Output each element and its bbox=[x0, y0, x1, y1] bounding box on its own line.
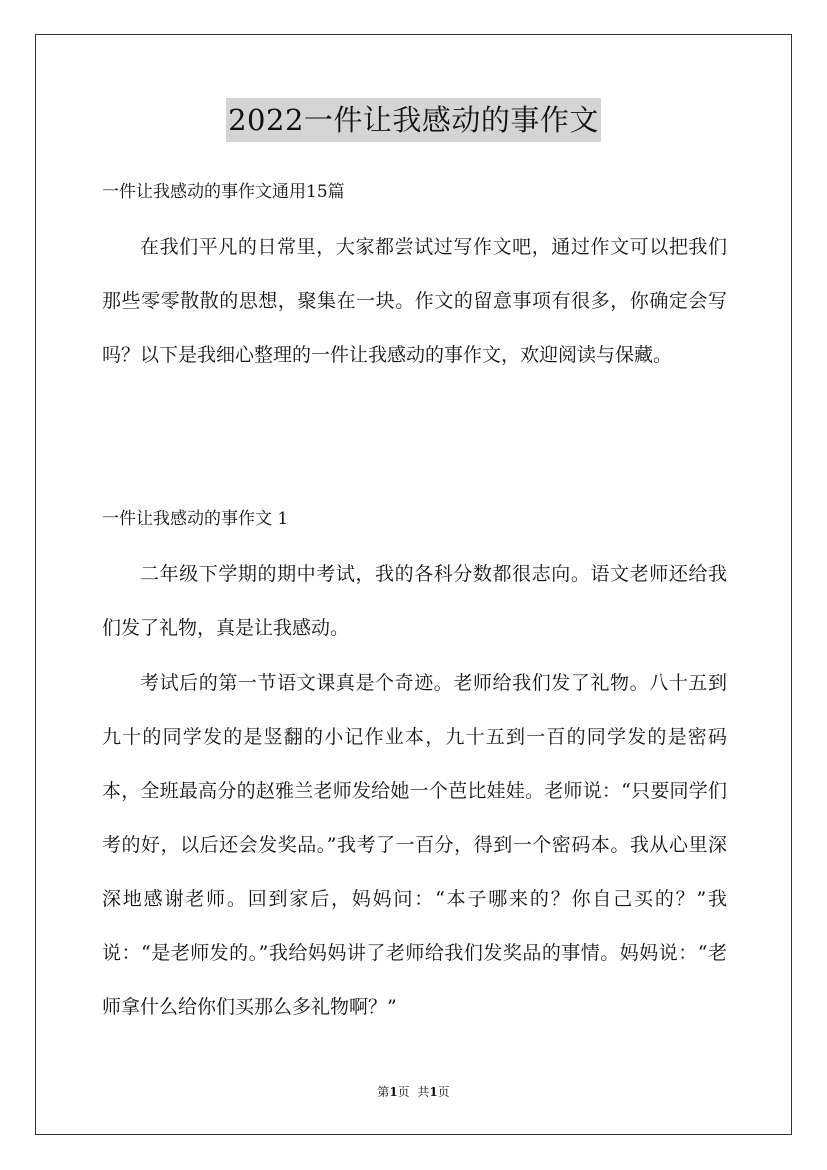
page-footer bbox=[0, 1083, 827, 1101]
footer-mid: 页 共 bbox=[397, 1085, 430, 1099]
body-paragraph-2: 考试后的第一节语文课真是个奇迹。老师给我们发了礼物。八十五到九十的同学发的是竖翻的小记作业本，九十五到一百的同学发的是密码本，全班最高分的赵雅兰老师发给她一个芭比娃娃。老师说：“只要同学们考的好，以后还会发奖品。”我考了一百分，得到一个密码本。我从心里深深地感谢老师。回到家后，妈妈问：“本子哪来的？你自己买的？”我说：“是老师发的。”我给妈妈讲了老师给我们发奖品的事情。妈妈说：“老师拿什么给你们买那么多礼物啊？” bbox=[102, 672, 727, 1018]
document-title: 2022一件让我感动的事作文 bbox=[226, 98, 601, 142]
footer-prefix: 第 bbox=[377, 1085, 390, 1099]
footer-page-current: 1 bbox=[389, 1085, 398, 1099]
title-container bbox=[0, 98, 827, 142]
footer-page-total: 1 bbox=[429, 1085, 438, 1099]
intro-paragraph: 在我们平凡的日常里，大家都尝试过写作文吧，通过作文可以把我们那些零零散散的思想，聚集在一块。作文的留意事项有很多，你确定会写吗？以下是我细心整理的一件让我感动的事作文，欢迎阅读与保藏。 bbox=[102, 236, 727, 366]
footer-suffix: 页 bbox=[437, 1085, 450, 1099]
document-subtitle: 一件让我感动的事作文通用15篇 bbox=[102, 182, 345, 202]
body-paragraph-1: 二年级下学期的期中考试，我的各科分数都很志向。语文老师还给我们发了礼物，真是让我感动。 bbox=[102, 563, 727, 639]
section-heading: 一件让我感动的事作文 1 bbox=[102, 509, 289, 529]
